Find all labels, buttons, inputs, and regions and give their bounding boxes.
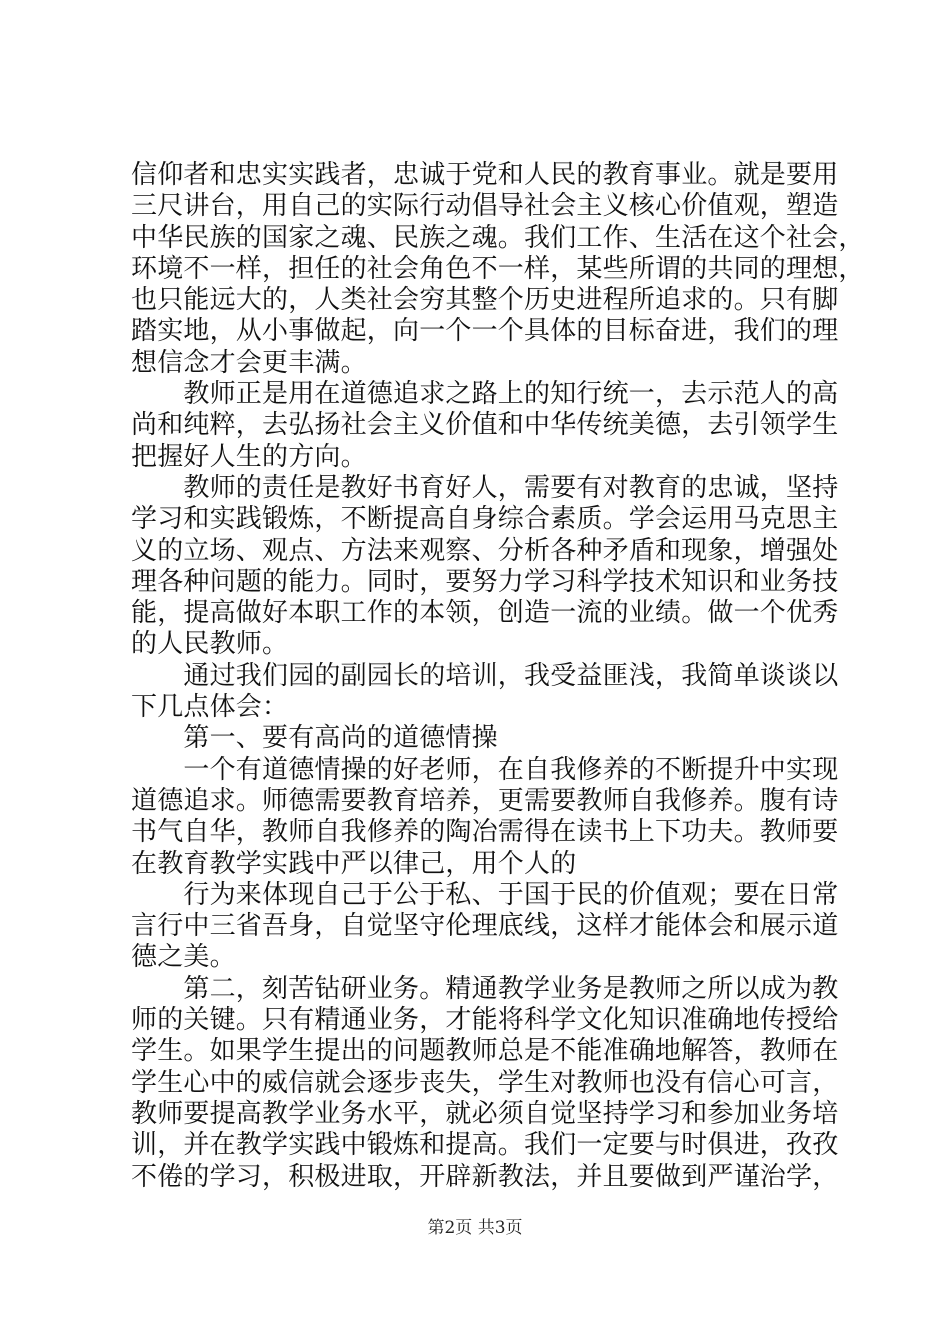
text-line: 学生。如果学生提出的问题教师总是不能准确地解答，教师在	[131, 1036, 839, 1067]
text-line: 第一、要有高尚的道德情操	[131, 723, 498, 754]
text-line: 通过我们园的副园长的培训，我受益匪浅，我简单谈谈以	[131, 660, 839, 691]
text-line: 不倦的学习，积极进取，开辟新教法，并且要做到严谨治学，	[131, 1161, 839, 1192]
text-line: 第二，刻苦钻研业务。精通教学业务是教师之所以成为教	[131, 973, 839, 1004]
text-line: 书气自华，教师自我修养的陶冶需得在读书上下功夫。教师要	[131, 817, 839, 848]
body-text	[131, 160, 865, 1193]
text-line: 师的关键。只有精通业务，才能将科学文化知识准确地传授给	[131, 1005, 839, 1036]
text-line: 尚和纯粹，去弘扬社会主义价值和中华传统美德，去引领学生	[131, 410, 839, 441]
text-line: 言行中三省吾身，自觉坚守伦理底线，这样才能体会和展示道	[131, 911, 839, 942]
text-line: 学生心中的威信就会逐步丧失，学生对教师也没有信心可言，	[131, 1067, 839, 1098]
text-line: 义的立场、观点、方法来观察、分析各种矛盾和现象，增强处	[131, 535, 839, 566]
text-line: 也只能远大的，人类社会穷其整个历史进程所追求的。只有脚	[131, 285, 839, 316]
text-line: 一个有道德情操的好老师，在自我修养的不断提升中实现	[131, 754, 839, 785]
text-line: 德之美。	[131, 942, 236, 973]
text-line: 能，提高做好本职工作的本领，创造一流的业绩。做一个优秀	[131, 598, 839, 629]
text-line: 教师要提高教学业务水平，就必须自觉坚持学习和参加业务培	[131, 1098, 839, 1129]
page-footer: 第2页 共3页	[427, 1218, 523, 1238]
text-line: 把握好人生的方向。	[131, 441, 367, 472]
text-line: 训，并在教学实践中锻炼和提高。我们一定要与时俱进，孜孜	[131, 1130, 839, 1161]
text-line: 教师的责任是教好书育好人，需要有对教育的忠诚，坚持	[131, 472, 839, 503]
text-line: 道德追求。师德需要教育培养，更需要教师自我修养。腹有诗	[131, 785, 839, 816]
text-line: 行为来体现自己于公于私、于国于民的价值观；要在日常	[131, 879, 839, 910]
text-line: 教师正是用在道德追求之路上的知行统一，去示范人的高	[131, 379, 839, 410]
text-line: 学习和实践锻炼，不断提高自身综合素质。学会运用马克思主	[131, 504, 839, 535]
text-line: 三尺讲台，用自己的实际行动倡导社会主义核心价值观，塑造	[131, 191, 839, 222]
text-line: 信仰者和忠实实践者，忠诚于党和人民的教育事业。就是要用	[131, 160, 839, 190]
text-line: 理各种问题的能力。同时，要努力学习科学技术知识和业务技	[131, 566, 839, 597]
text-line: 想信念才会更丰满。	[131, 347, 367, 378]
text-line: 的人民教师。	[131, 629, 289, 660]
text-line: 踏实地，从小事做起，向一个一个具体的目标奋进，我们的理	[131, 316, 839, 347]
text-line: 在教育教学实践中严以律己，用个人的	[131, 848, 577, 879]
text-line: 中华民族的国家之魂、民族之魂。我们工作、生活在这个社会，	[131, 222, 865, 253]
text-line: 下几点体会：	[131, 692, 289, 723]
text-line: 环境不一样，担任的社会角色不一样，某些所谓的共同的理想，	[131, 253, 865, 284]
